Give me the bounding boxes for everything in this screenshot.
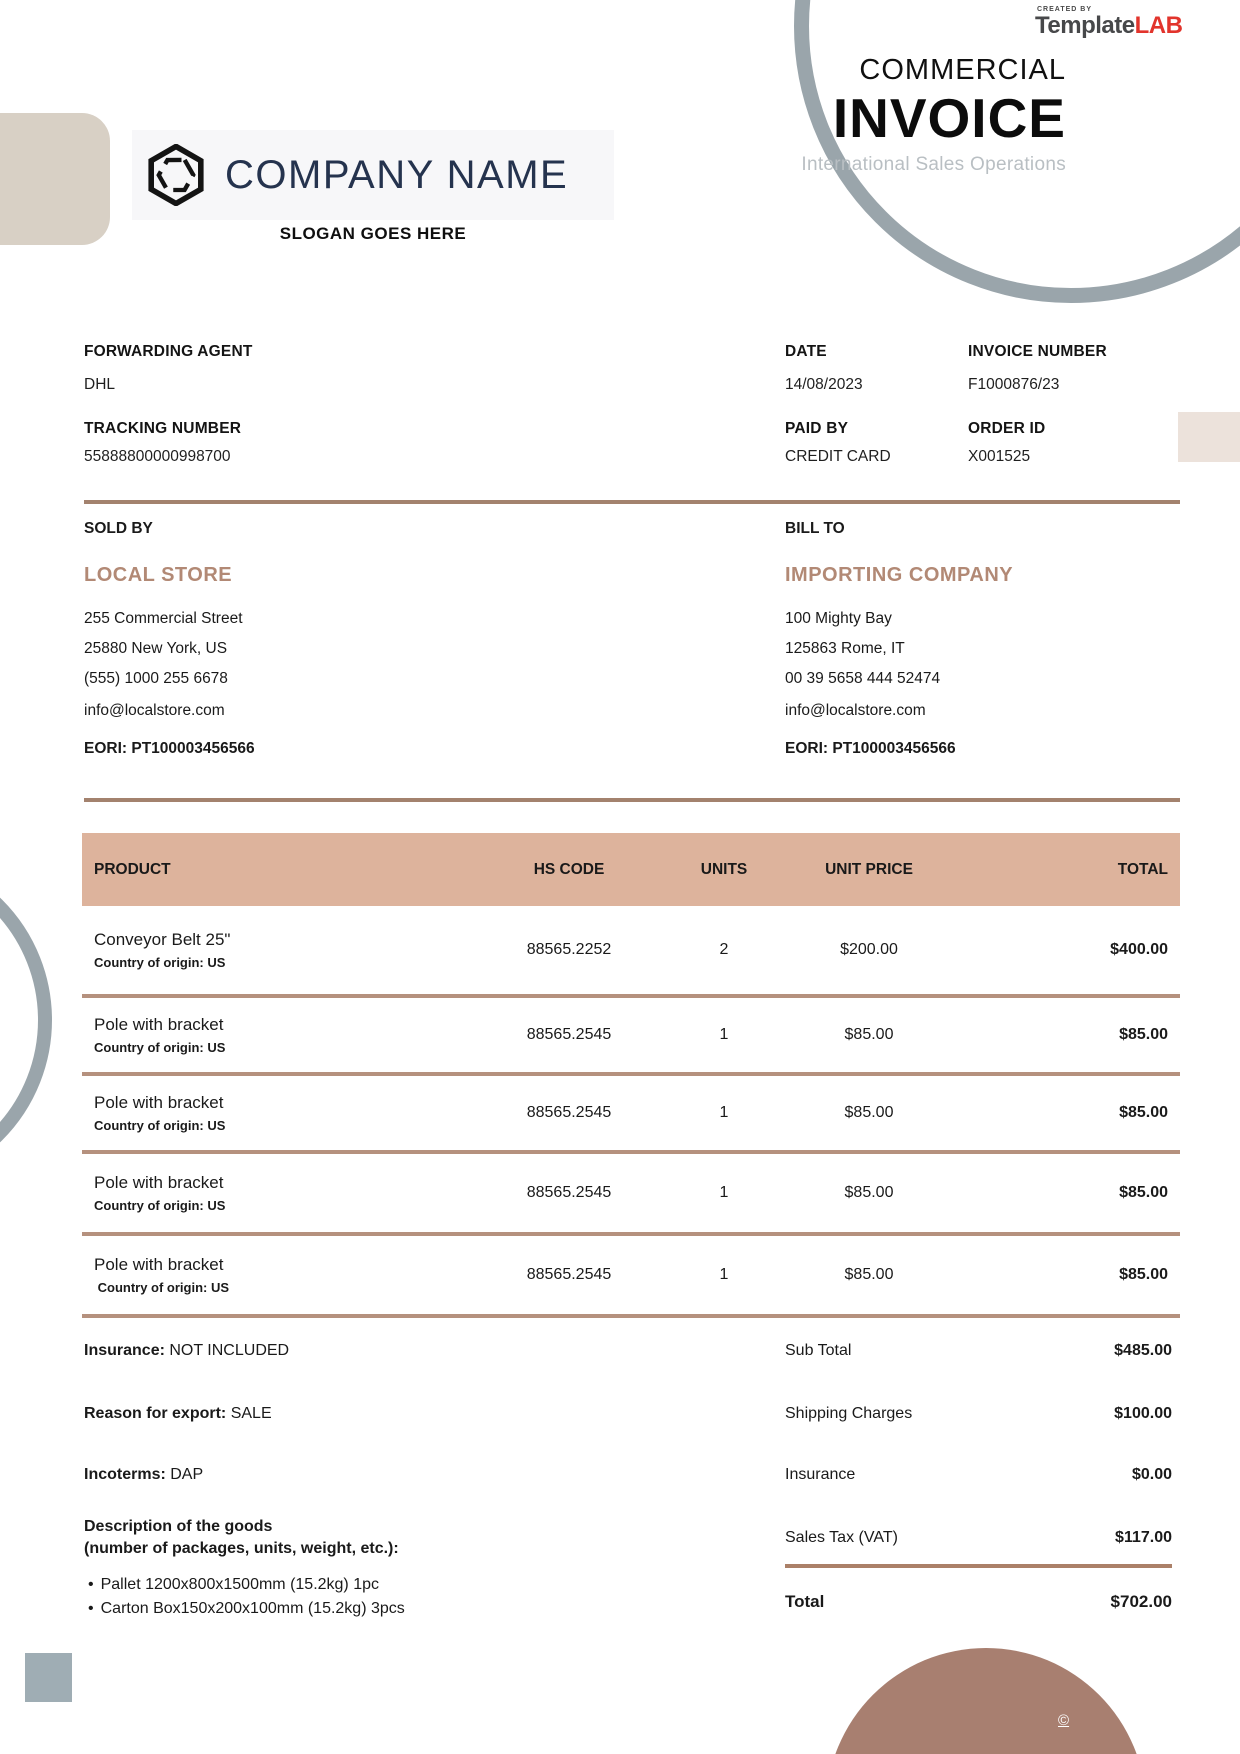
brand-name-lab: LAB: [1134, 12, 1183, 39]
col-header-product: PRODUCT: [94, 860, 171, 878]
subtotal-value: $485.00: [1114, 1342, 1172, 1359]
paid-by-value: CREDIT CARD: [785, 448, 891, 465]
seller-address-line: 255 Commercial Street: [84, 610, 243, 627]
goods-description-item: • Carton Box150x200x100mm (15.2kg) 3pcs: [88, 1600, 405, 1618]
line-total: $85.00: [1119, 1184, 1168, 1201]
forwarding-agent-value: DHL: [84, 376, 116, 393]
unit-price: $85.00: [844, 1104, 894, 1121]
grand-total-label: Total: [785, 1592, 825, 1611]
reason-for-export-value: SALE: [230, 1405, 272, 1422]
items-table-body: [82, 906, 1180, 1318]
goods-description-title: Description of the goods: [84, 1518, 273, 1535]
line-total: $85.00: [1119, 1104, 1168, 1121]
subtotal-label: Sub Total: [785, 1342, 852, 1359]
units: 2: [719, 941, 729, 958]
shipping-charges-row: [785, 1405, 1172, 1423]
invoice-number-value: F1000876/23: [968, 376, 1060, 393]
seller-name: LOCAL STORE: [84, 564, 233, 586]
product-origin: Country of origin: US: [94, 1280, 230, 1295]
seller-email: info@localstore.com: [84, 702, 225, 719]
product-origin: Country of origin: US: [94, 1118, 226, 1133]
units: 1: [719, 1026, 729, 1043]
buyer-eori: EORI: PT100003456566: [785, 740, 956, 757]
seller-phone: (555) 1000 255 6678: [84, 670, 228, 687]
grand-total-divider: [785, 1564, 1172, 1568]
doc-subtitle: International Sales Operations: [801, 154, 1066, 175]
product-origin: Country of origin: US: [94, 1040, 226, 1055]
unit-price: $85.00: [844, 1184, 894, 1201]
grand-total-row: [785, 1592, 1172, 1612]
subtotal-row: [785, 1342, 1172, 1360]
product-name: Pole with bracket: [94, 1015, 224, 1034]
buyer-name: IMPORTING COMPANY: [785, 564, 1014, 586]
date-label: DATE: [785, 343, 827, 360]
tracking-number-label: TRACKING NUMBER: [84, 420, 242, 437]
reason-for-export-label: Reason for export:: [84, 1405, 227, 1422]
incoterms-note: [84, 1466, 203, 1484]
doc-title: INVOICE: [832, 87, 1066, 149]
document-header: [801, 54, 1066, 176]
hs-code: 88565.2545: [526, 1026, 612, 1043]
shipping-charges-value: $100.00: [1114, 1405, 1172, 1422]
company-name: COMPANY NAME: [225, 152, 569, 197]
hs-code: 88565.2252: [526, 941, 612, 958]
col-header-unit-price: UNIT PRICE: [825, 860, 913, 878]
company-logo-icon: [145, 144, 207, 206]
sales-tax-value: $117.00: [1115, 1529, 1172, 1546]
line-total: $400.00: [1110, 941, 1168, 958]
insurance-total-label: Insurance: [785, 1466, 856, 1483]
created-by-label: CREATED BY: [1037, 6, 1092, 13]
table-row: [82, 1076, 1180, 1154]
col-header-total: TOTAL: [1117, 860, 1168, 878]
tracking-number-value: 55888800000998700: [84, 448, 231, 465]
insurance-total-row: [785, 1466, 1172, 1484]
bill-to-block: [785, 520, 1240, 770]
sales-tax-row: [785, 1529, 1172, 1547]
buyer-email: info@localstore.com: [785, 702, 926, 719]
grand-total-value: $702.00: [1110, 1592, 1172, 1611]
product-origin: Country of origin: US: [94, 955, 226, 970]
decorative-beige-square: [1178, 412, 1240, 462]
insurance-total-value: $0.00: [1131, 1466, 1172, 1483]
decorative-circle-left: [0, 850, 52, 1190]
line-total: $85.00: [1119, 1266, 1168, 1283]
buyer-phone: 00 39 5658 444 52474: [785, 670, 941, 687]
seller-eori: EORI: PT100003456566: [84, 740, 255, 757]
product-name: Pole with bracket: [94, 1093, 224, 1112]
decorative-gray-square: [25, 1653, 72, 1702]
table-row: [82, 1236, 1180, 1318]
copyright-mark: ©: [1058, 1712, 1070, 1729]
sold-by-block: [84, 520, 644, 770]
order-id-label: ORDER ID: [968, 420, 1046, 437]
section-divider-table: [84, 798, 1180, 802]
product-name: Pole with bracket: [94, 1173, 224, 1192]
insurance-note-label: Insurance:: [84, 1342, 165, 1359]
sold-by-label: SOLD BY: [84, 520, 153, 537]
templatelab-logo: [1035, 6, 1182, 38]
units: 1: [719, 1184, 729, 1201]
doc-type: COMMERCIAL: [859, 54, 1066, 86]
company-slogan: SLOGAN GOES HERE: [279, 224, 467, 243]
col-header-hs-code: HS CODE: [533, 860, 605, 878]
invoice-number-label: INVOICE NUMBER: [968, 343, 1107, 360]
product-name: Conveyor Belt 25": [94, 930, 231, 949]
unit-price: $85.00: [844, 1266, 894, 1283]
shipping-charges-label: Shipping Charges: [785, 1405, 913, 1422]
incoterms-label: Incoterms:: [84, 1466, 166, 1483]
order-id-value: X001525: [968, 448, 1031, 465]
incoterms-value: DAP: [170, 1466, 204, 1483]
paid-by-label: PAID BY: [785, 420, 849, 437]
sales-tax-label: Sales Tax (VAT): [785, 1529, 898, 1546]
insurance-note: [84, 1342, 289, 1360]
table-row: [82, 1154, 1180, 1236]
hs-code: 88565.2545: [526, 1184, 612, 1201]
insurance-note-value: NOT INCLUDED: [169, 1342, 290, 1359]
section-divider-top: [84, 500, 1180, 504]
units: 1: [719, 1266, 729, 1283]
items-table-header: [82, 833, 1180, 906]
units: 1: [719, 1104, 729, 1121]
bill-to-label: BILL TO: [785, 520, 845, 537]
reason-for-export-note: [84, 1405, 272, 1423]
decorative-dome: [826, 1648, 1146, 1754]
table-row: [82, 906, 1180, 998]
decorative-beige-block: [0, 113, 110, 245]
line-total: $85.00: [1119, 1026, 1168, 1043]
brand-name-template: Template: [1035, 12, 1135, 39]
goods-description-item: • Pallet 1200x800x1500mm (15.2kg) 1pc: [88, 1576, 379, 1594]
goods-description-subtitle: (number of packages, units, weight, etc.):: [84, 1540, 399, 1557]
hs-code: 88565.2545: [526, 1104, 612, 1121]
col-header-units: UNITS: [700, 860, 748, 878]
buyer-address-line: 125863 Rome, IT: [785, 640, 905, 657]
hs-code: 88565.2545: [526, 1266, 612, 1283]
product-origin: Country of origin: US: [94, 1198, 226, 1213]
product-name: Pole with bracket: [94, 1255, 224, 1274]
unit-price: $200.00: [840, 941, 898, 958]
buyer-address-line: 100 Mighty Bay: [785, 610, 892, 627]
date-value: 14/08/2023: [785, 376, 863, 393]
table-row: [82, 998, 1180, 1076]
seller-address-line: 25880 New York, US: [84, 640, 228, 657]
company-header: [132, 130, 614, 220]
unit-price: $85.00: [844, 1026, 894, 1043]
forwarding-agent-label: FORWARDING AGENT: [84, 343, 253, 360]
